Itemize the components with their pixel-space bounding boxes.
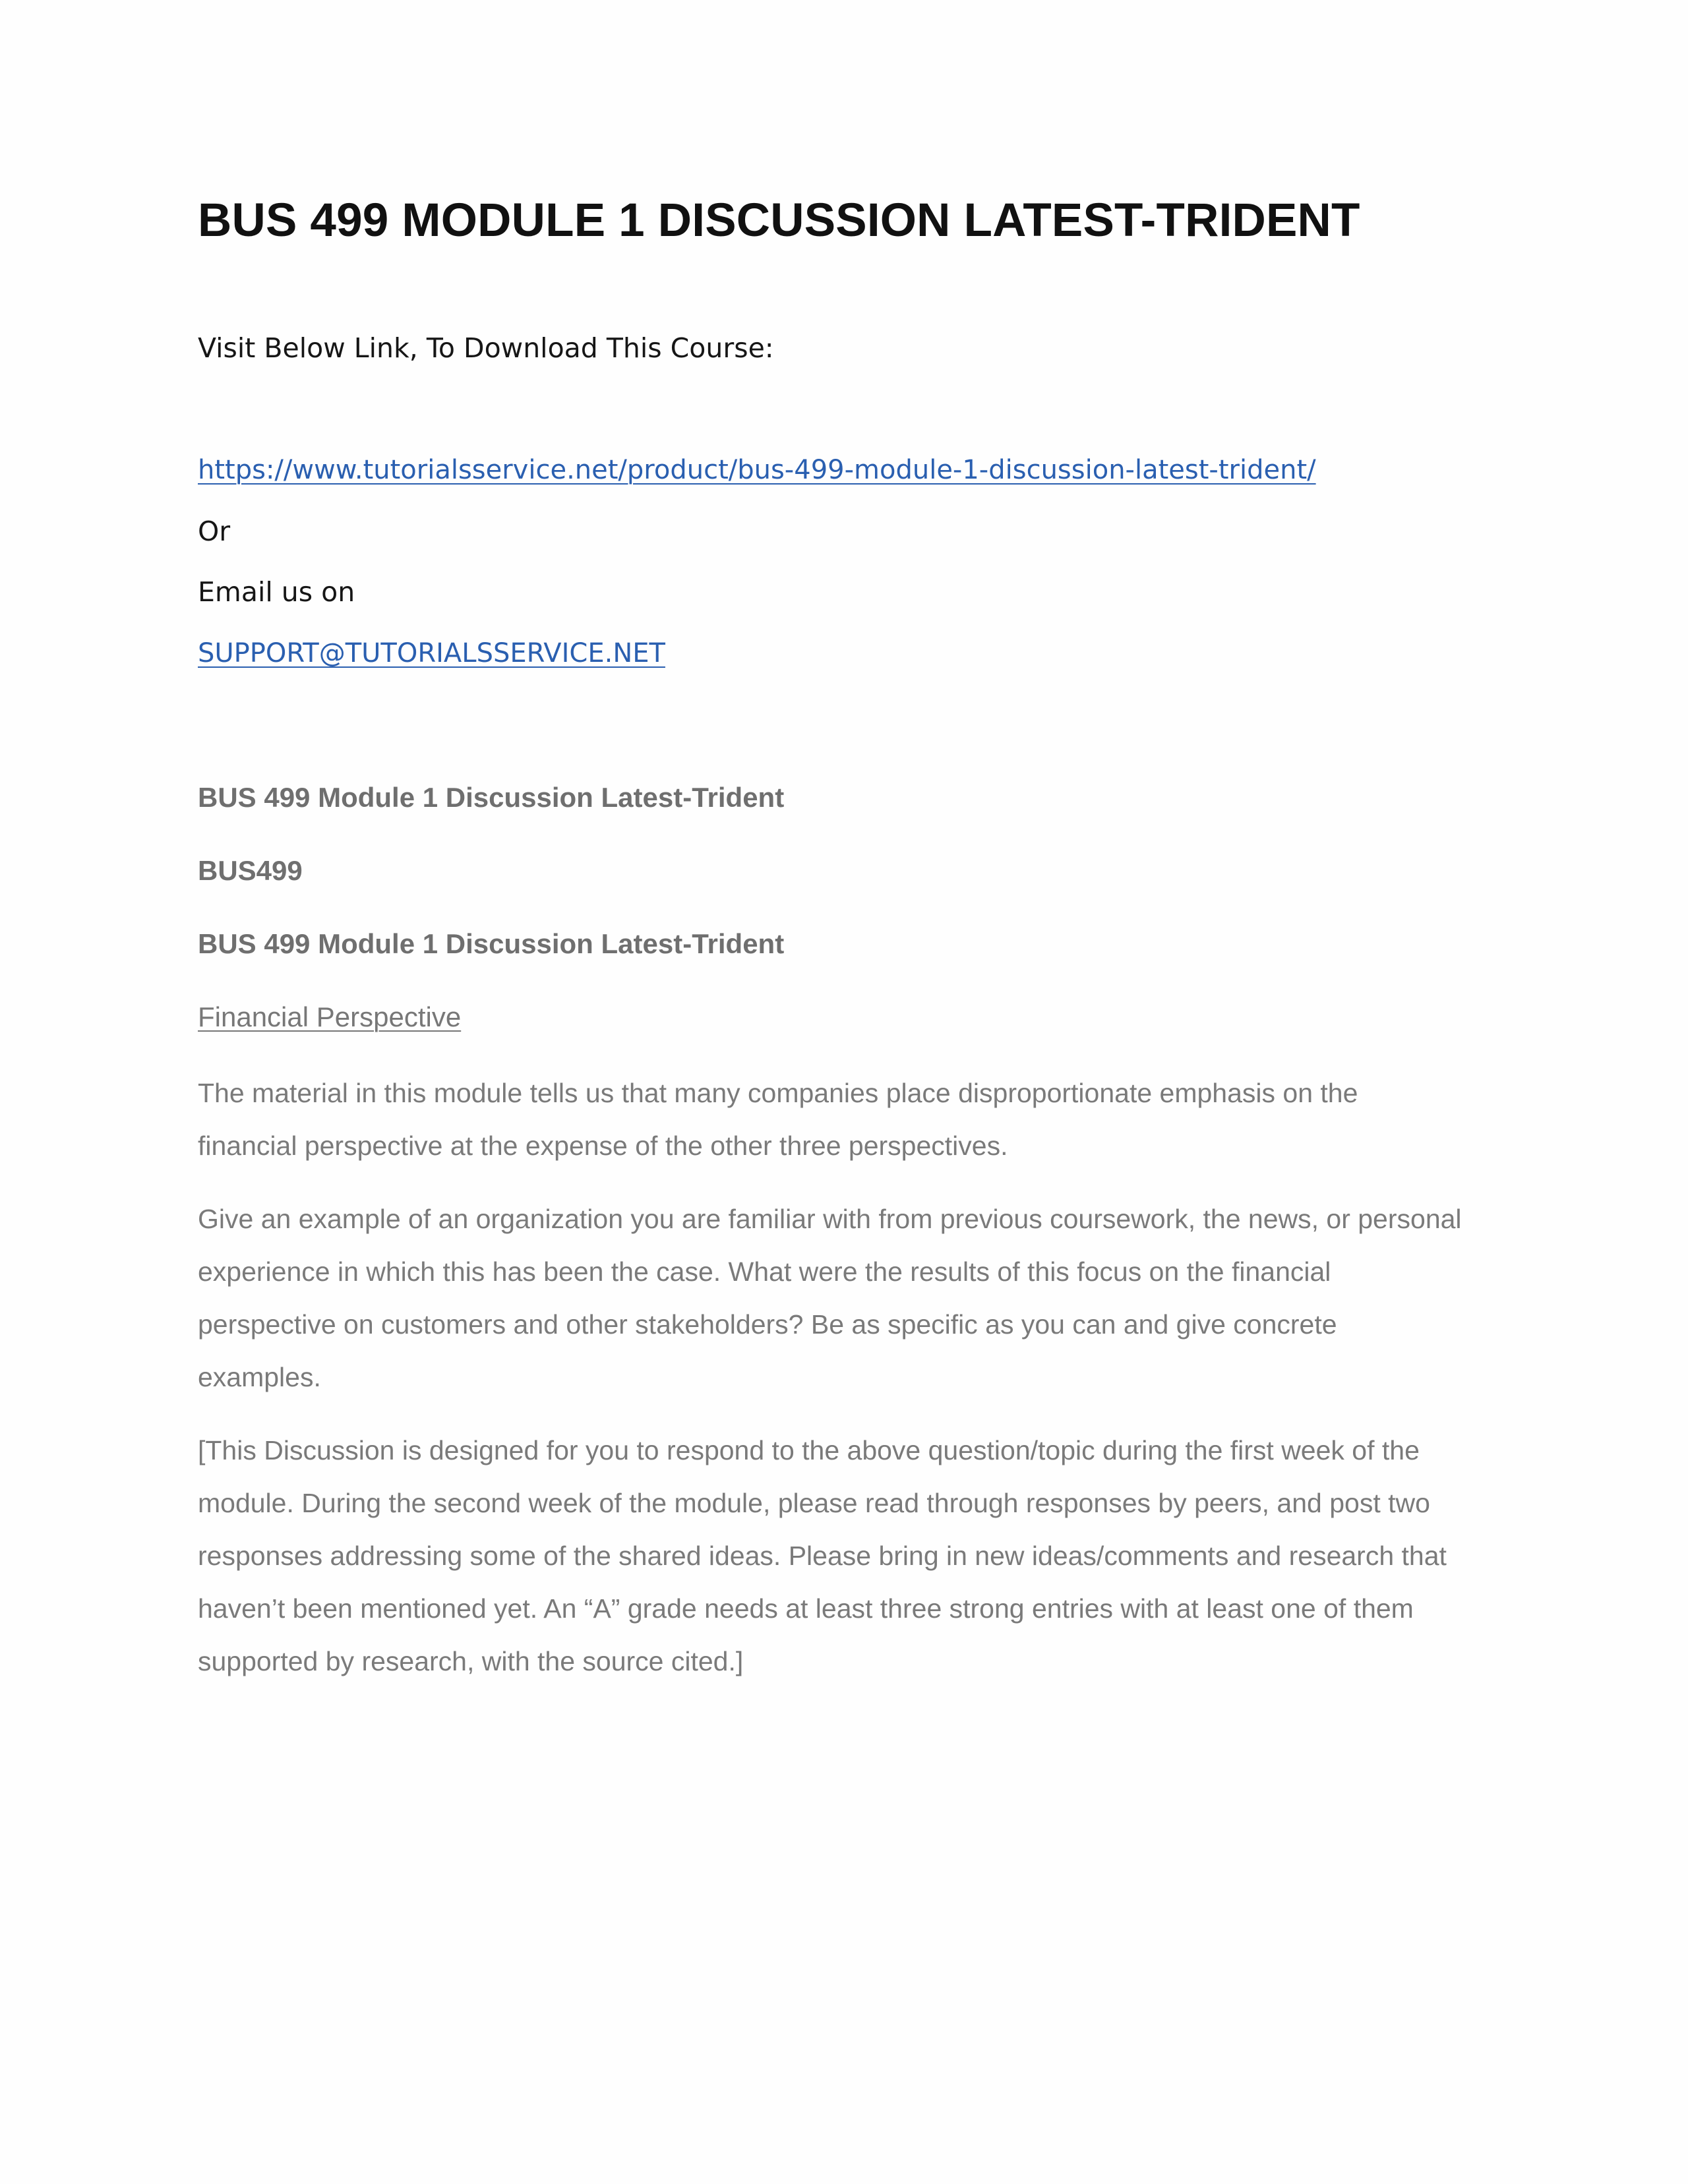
paragraph-3-line: responses addressing some of the shared ideas. Please bring in new ideas/comments and research that (198, 1541, 1447, 1571)
or-text: Or (198, 516, 231, 547)
paragraph-3-line: supported by research, with the source cited.] (198, 1646, 744, 1676)
paragraph-2-line: experience in which this has been the case. What were the results of this focus on the financial (198, 1256, 1331, 1287)
section-heading-2: BUS 499 Module 1 Discussion Latest-Trident (198, 928, 785, 959)
paragraph-1 (198, 1067, 1503, 1172)
paragraph-3 (198, 1424, 1503, 1688)
paragraph-2-line: examples. (198, 1362, 321, 1392)
support-email-link[interactable]: SUPPORT@TUTORIALSSERVICE.NET (198, 638, 665, 668)
paragraph-1-line: The material in this module tells us that many companies place disproportionate emphasis on the (198, 1078, 1358, 1108)
paragraph-2-line: Give an example of an organization you are familiar with from previous coursework, the news, or personal (198, 1204, 1462, 1234)
paragraph-3-line: [This Discussion is designed for you to respond to the above question/topic during the first week of the (198, 1435, 1420, 1465)
paragraph-2 (198, 1193, 1503, 1403)
paragraph-1-line: financial perspective at the expense of the other three perspectives. (198, 1131, 1008, 1161)
document-title: BUS 499 MODULE 1 DISCUSSION LATEST-TRIDENT (198, 194, 1360, 247)
paragraph-3-line: module. During the second week of the module, please read through responses by peers, and post two (198, 1488, 1430, 1518)
financial-perspective-title: Financial Perspective (198, 1001, 462, 1032)
paragraph-3-line: haven’t been mentioned yet. An “A” grade needs at least three strong entries with at least one of them (198, 1593, 1414, 1624)
course-download-link[interactable]: https://www.tutorialsservice.net/product/bus-499-module-1-discussion-latest-trident/ (198, 455, 1316, 485)
paragraph-2-line: perspective on customers and other stakeholders? Be as specific as you can and give concrete (198, 1309, 1337, 1340)
section-heading-1: BUS 499 Module 1 Discussion Latest-Trident (198, 782, 785, 813)
download-intro-text: Visit Below Link, To Download This Course: (198, 332, 774, 364)
course-code: BUS499 (198, 855, 303, 886)
email-label: Email us on (198, 576, 355, 608)
